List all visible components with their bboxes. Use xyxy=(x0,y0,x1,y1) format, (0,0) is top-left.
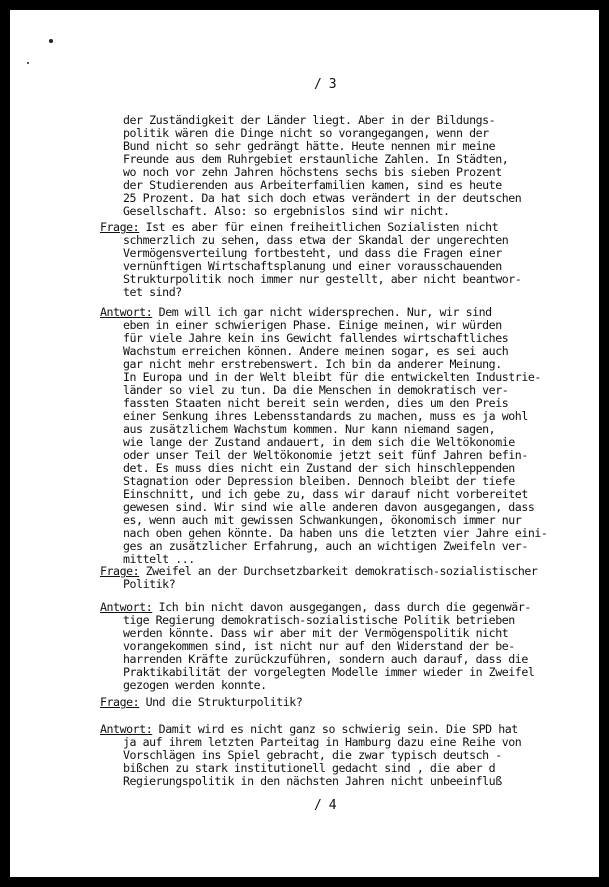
text-line: In Europa und in der Welt bleibt für die entwickelten Industrie- xyxy=(123,370,541,384)
text-line: Politik? xyxy=(123,577,176,591)
text-line: länder so viel zu tun. Da die Menschen in demokratisch ver- xyxy=(123,383,509,397)
text-line: eben in einer schwierigen Phase. Einige meinen, wir würden xyxy=(123,318,502,332)
text-line: Zweifel an der Durchsetzbarkeit demokratisch-sozialistischer xyxy=(145,564,538,578)
text-line: Gesellschaft. Also: so ergebnislos sind wir nicht. xyxy=(123,204,450,218)
speaker-label: Frage: xyxy=(100,564,140,578)
text-line: Und die Strukturpolitik? xyxy=(145,695,303,709)
text-line: fassten Staaten nicht bereit sein werden, dies um den Preis xyxy=(123,396,509,410)
text-line: Ich bin nicht davon ausgegangen, dass durch die gegenwär- xyxy=(158,600,531,614)
text-line: wo noch vor zehn Jahren höchstens sechs bis sieben Prozent xyxy=(123,165,502,179)
text-line: gar nicht mehr erstrebenswert. Ich bin da anderer Meinung. xyxy=(123,357,502,371)
text-line: politik wären die Dinge nicht so vorangegangen, wenn der xyxy=(123,126,489,140)
text-line: aus zusätzlichem Wachstum kommen. Nur kann niemand sagen, xyxy=(123,422,496,436)
text-line: gezogen werden konnte. xyxy=(123,678,267,692)
speaker-label: Antwort: xyxy=(100,305,153,319)
text-line: für viele Jahre kein ins Gewicht fallendes wirtschaftliches xyxy=(123,331,509,345)
text-line: Stagnation oder Depression bleiben. Dennoch bleibt der tiefe xyxy=(123,474,515,488)
text-line: Einschnitt, und ich gebe zu, dass wir darauf nicht vorbereitet xyxy=(123,487,528,501)
text-line: nach oben gehen könnte. Da haben uns die letzten vier Jahre eini- xyxy=(123,526,548,540)
text-line: Damit wird es nicht ganz so schwierig sein. Die SPD hat xyxy=(158,722,518,736)
speaker-label: Antwort: xyxy=(100,600,153,614)
speaker-label: Antwort: xyxy=(100,722,153,736)
text-line: Regierungspolitik in den nächsten Jahren nicht unbeeinfluß xyxy=(123,774,502,788)
text-line: tet sind? xyxy=(123,285,182,299)
text-line: harrenden Kräfte zurückzuführen, sondern auch darauf, dass die xyxy=(123,652,528,666)
text-line: Ist es aber für einen freiheitlichen Sozialisten nicht xyxy=(145,220,499,234)
text-line: Wachstum erreichen können. Andere meinen sogar, es sei auch xyxy=(123,344,509,358)
text-line: vorangekommen sind, ist nicht nur auf den Widerstand der be- xyxy=(123,639,515,653)
text-line: der Zuständigkeit der Länder liegt. Aber in der Bildungs- xyxy=(123,113,496,127)
text-line: Freunde aus dem Ruhrgebiet erstaunliche Zahlen. In Städten, xyxy=(123,152,509,166)
text-line: vernünftigen Wirtschaftsplanung und einer vorausschauenden xyxy=(123,259,502,273)
speaker-label: Frage: xyxy=(100,220,140,234)
text-line: der Studierenden aus Arbeiterfamilien kamen, sind es heute xyxy=(123,178,502,192)
text-line: Dem will ich gar nicht widersprechen. Nur, wir sind xyxy=(158,305,492,319)
text-line: tige Regierung demokratisch-sozialistische Politik betrieben xyxy=(123,613,515,627)
text-line: es, wenn auch mit gewissen Schwankungen, ökonomisch immer nur xyxy=(123,513,522,527)
text-line: ges an zusätzlicher Erfahrung, auch an wichtigen Zweifeln ver- xyxy=(123,539,528,553)
text-line: einer Senkung ihres Lebensstandards zu machen, muss es ja wohl xyxy=(123,409,528,423)
text-line: Vorschlägen ins Spiel gebracht, die zwar typisch deutsch - xyxy=(123,748,502,762)
text-line: Vermögensverteilung fortbesteht, und dass die Fragen einer xyxy=(123,246,502,260)
text-line: oder unser Teil der Weltökonomie jetzt seit fünf Jahren befin- xyxy=(123,448,528,462)
scan-speck xyxy=(27,62,29,64)
text-line: 25 Prozent. Da hat sich doch etwas verändert in der deutschen xyxy=(123,191,522,205)
page-number-footer: / 4 xyxy=(314,798,337,813)
speaker-label: Frage: xyxy=(100,695,140,709)
text-line: Bund nicht so sehr gedrängt hätte. Heute nennen mir meine xyxy=(123,139,496,153)
document-page xyxy=(10,10,599,877)
text-line: gewesen sind. Wir sind wie alle anderen davon ausgegangen, dass xyxy=(123,500,535,514)
text-line: werden könnte. Dass wir aber mit der Vermögenspolitik nicht xyxy=(123,626,509,640)
text-line: ja auf ihrem letzten Parteitag in Hamburg dazu eine Reihe von xyxy=(123,735,522,749)
text-line: wie lange der Zustand andauert, in dem sich die Weltökonomie xyxy=(123,435,515,449)
text-line: mittelt ... xyxy=(123,552,195,566)
text-line: det. Es muss dies nicht ein Zustand der sich hinschleppenden xyxy=(123,461,515,475)
text-line: Praktikabilität der vorgelegten Modelle immer wieder in Zweifel xyxy=(123,665,535,679)
scan-speck xyxy=(49,39,53,43)
page-number-header: / 3 xyxy=(314,77,337,92)
text-line: bißchen zu stark institutionell gedacht sind , die aber d xyxy=(123,761,496,775)
text-line: Strukturpolitik noch immer nur gestellt, aber nicht beantwor- xyxy=(123,272,522,286)
text-line: schmerzlich zu sehen, dass etwa der Skandal der ungerechten xyxy=(123,233,509,247)
